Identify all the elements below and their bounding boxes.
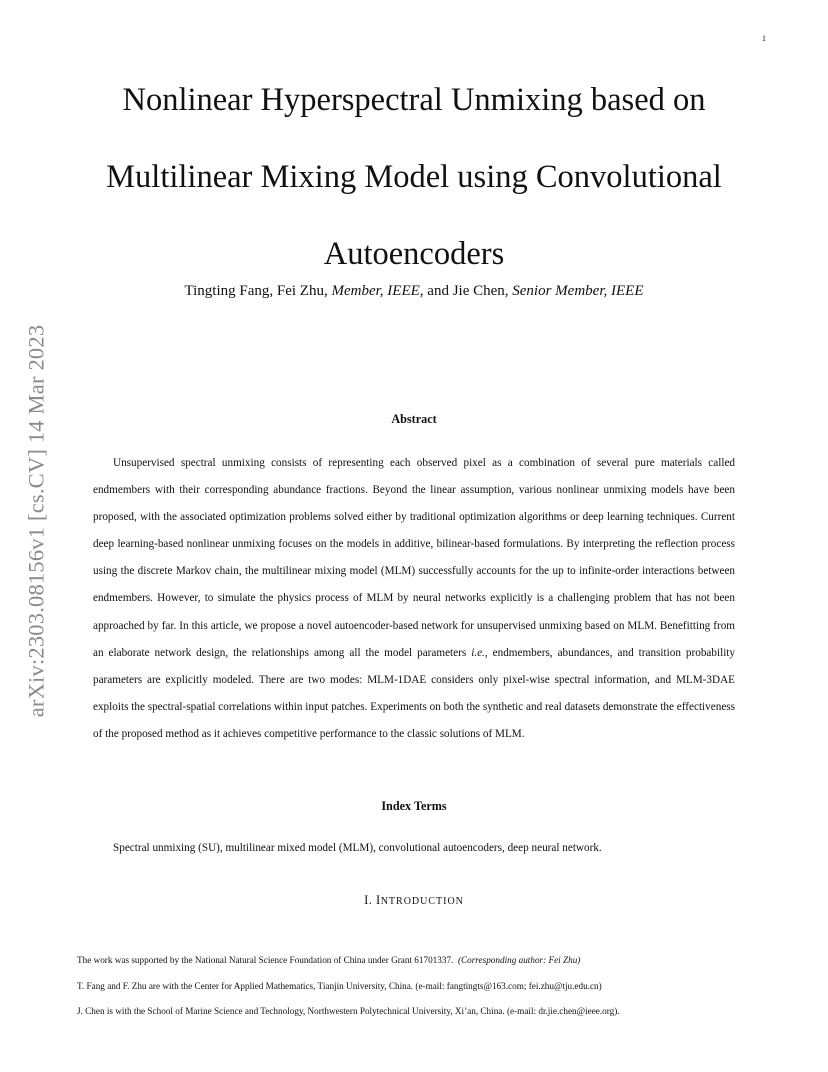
title-line-3: Autoencoders (323, 236, 505, 272)
funding-text: The work was supported by the National Natural Science Foundation of China under Grant 61701337. (77, 955, 454, 965)
abstract-body (93, 450, 735, 748)
abstract-text-part-1: Unsupervised spectral unmixing consists of representing each observed pixel as a combination of several pure materials called endmembers with their corresponding abundance fractions. Beyond the linear assumption, various nonlinear unmixing models have been proposed, with the associated optimization problems solved either by traditional optimization algorithms or deep learning techniques. Current deep learning-based nonlinear unmixing focuses on the models in additive, bilinear-based formulations. By interpreting the reflection process using the discrete Markov chain, the multilinear mixing model (MLM) successfully accounts for the up to infinite-order interactions between endmembers. However, to simulate the physics process of MLM by neural networks explicitly is a challenging problem that has not been approached by far. In this article, we propose a novel autoencoder-based network for unsupervised unmixing based on MLM. Benefitting from an elaborate network design, the relationships among all the model parameters (93, 457, 735, 659)
arxiv-identifier-stamp (20, 283, 52, 758)
authors-part-1: Tingting Fang, Fei Zhu, (184, 283, 332, 299)
footnote-affiliation-2: J. Chen is with the School of Marine Science and Technology, Northwestern Polytechnical University, Xi’an, China. (e-mail: dr.jie.chen@ieee.org). (77, 1006, 620, 1016)
page-number: 1 (762, 34, 766, 43)
abstract-heading: Abstract (391, 412, 437, 426)
intro-small-caps: NTRODUCTION (380, 896, 464, 907)
introduction-heading (0, 893, 828, 908)
intro-first-letter: I (376, 893, 381, 907)
abstract-paragraph (93, 450, 735, 748)
author-list (0, 281, 828, 301)
title-line-1: Nonlinear Hyperspectral Unmixing based on (122, 82, 706, 118)
corresponding-author: (Corresponding author: Fei Zhu) (457, 955, 581, 965)
paper-title (0, 62, 828, 293)
abstract-ie: i.e. (471, 646, 485, 659)
intro-numeral: I. (364, 893, 377, 907)
footnotes (77, 948, 757, 1025)
abstract-text-part-2: , endmembers, abundances, and transition probability parameters are explicitly modeled. There are two modes: MLM-1DAE considers only pixel-wise spectral information, and MLM-3DAE exploits the spectral-spatial correlations within input patches. Experiments on both the synthetic and real datasets demonstrate the effectiveness of the proposed method as it achieves competitive performance to the classic solutions of MLM. (93, 646, 736, 740)
index-terms-body: Spectral unmixing (SU), multilinear mixed model (MLM), convolutional autoencoders, deep neural network. (113, 842, 602, 854)
arxiv-identifier-text: arXiv:2303.08156v1 [cs.CV] 14 Mar 2023 (23, 324, 48, 717)
author-role-1: Member, IEEE (331, 283, 420, 299)
index-terms-heading: Index Terms (381, 799, 447, 813)
title-line-2: Multilinear Mixing Model using Convolutional (106, 159, 722, 195)
author-role-2: Senior Member, IEEE (512, 283, 644, 299)
authors-part-2: , and Jie Chen, (419, 283, 513, 299)
footnote-funding (77, 948, 757, 974)
footnote-affiliation-1: T. Fang and F. Zhu are with the Center for Applied Mathematics, Tianjin University, China. (e-mail: fangtingts@163.com; fei.zhu@tju.edu.cn) (77, 980, 602, 991)
